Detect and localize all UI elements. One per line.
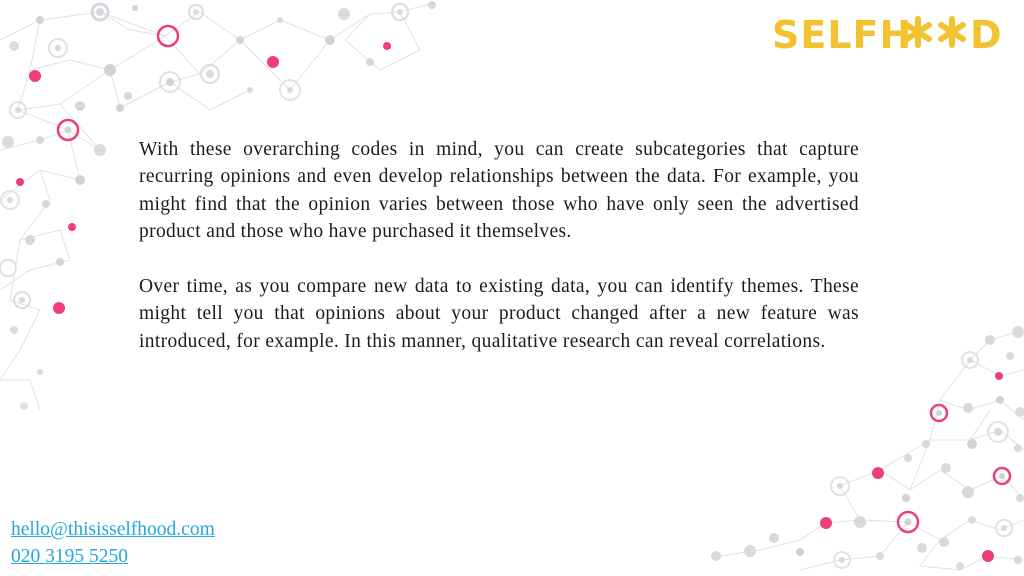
bottom-right-nodes bbox=[711, 326, 1024, 570]
email-link[interactable]: hello@thisisselfhood.com bbox=[11, 519, 215, 540]
logo-text-end: D bbox=[970, 13, 1003, 56]
phone-link[interactable]: 020 3195 5250 bbox=[11, 546, 128, 567]
contact-info bbox=[11, 516, 215, 570]
logo-text-start: SELFH bbox=[772, 13, 913, 56]
bottom-right-network bbox=[720, 330, 1024, 570]
main-content bbox=[139, 136, 859, 355]
selfhood-logo bbox=[772, 10, 1008, 56]
paragraph-themes: Over time, as you compare new data to existing data, you can identify themes. These might tell you that opinions about your product changed after a new feature was introduced, for example. In this manner, qualitative research can reveal correlations. bbox=[139, 276, 859, 352]
logo-asterisk-2-icon bbox=[941, 19, 963, 45]
paragraph-subcategories: With these overarching codes in mind, you can create subcategories that capture recurring opinions and even develop relationships between the data. For example, you might find that the opinion varies between those who have only seen the advertised product and those who have purchased it themselves. bbox=[139, 139, 859, 243]
